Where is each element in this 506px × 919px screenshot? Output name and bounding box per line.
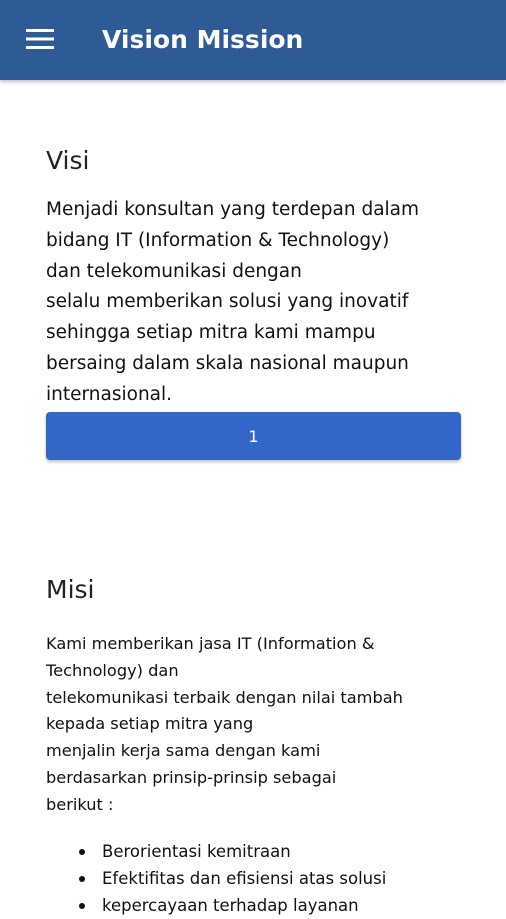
misi-heading: Misi xyxy=(46,575,95,604)
visi-heading: Visi xyxy=(46,146,90,175)
list-item xyxy=(46,838,486,865)
hamburger-menu-icon[interactable] xyxy=(26,27,54,51)
app-bar xyxy=(0,0,506,80)
bullet-icon xyxy=(79,849,85,855)
list-item xyxy=(46,892,486,919)
visi-button[interactable] xyxy=(46,412,461,460)
bullet-icon xyxy=(79,876,85,882)
visi-button-label: 1 xyxy=(248,426,259,446)
visi-text: Menjadi konsultan yang terdepan dalam bidang IT (Information & Technology) dan telekomunikasi dengan selalu memberikan solusi yang inovatif sehingga setiap mitra kami mampu bersaing dalam skala nasional maupun internasional. xyxy=(46,199,420,405)
bullet-icon xyxy=(79,903,85,909)
list-item-label: Efektifitas dan efisiensi atas solusi xyxy=(102,869,387,888)
list-item-label: kepercayaan terhadap layanan xyxy=(102,896,359,915)
list-item xyxy=(46,865,486,892)
misi-list xyxy=(46,838,486,919)
list-item-label: Berorientasi kemitraan xyxy=(102,842,291,861)
misi-text: Kami memberikan jasa IT (Information & Technology) dan telekomunikasi terbaik dengan nilai tambah kepada setiap mitra yang menjalin kerja sama dengan kami berdasarkan prinsip-prinsip sebagai berikut : xyxy=(46,634,403,814)
page-title: Vision Mission xyxy=(102,25,304,54)
